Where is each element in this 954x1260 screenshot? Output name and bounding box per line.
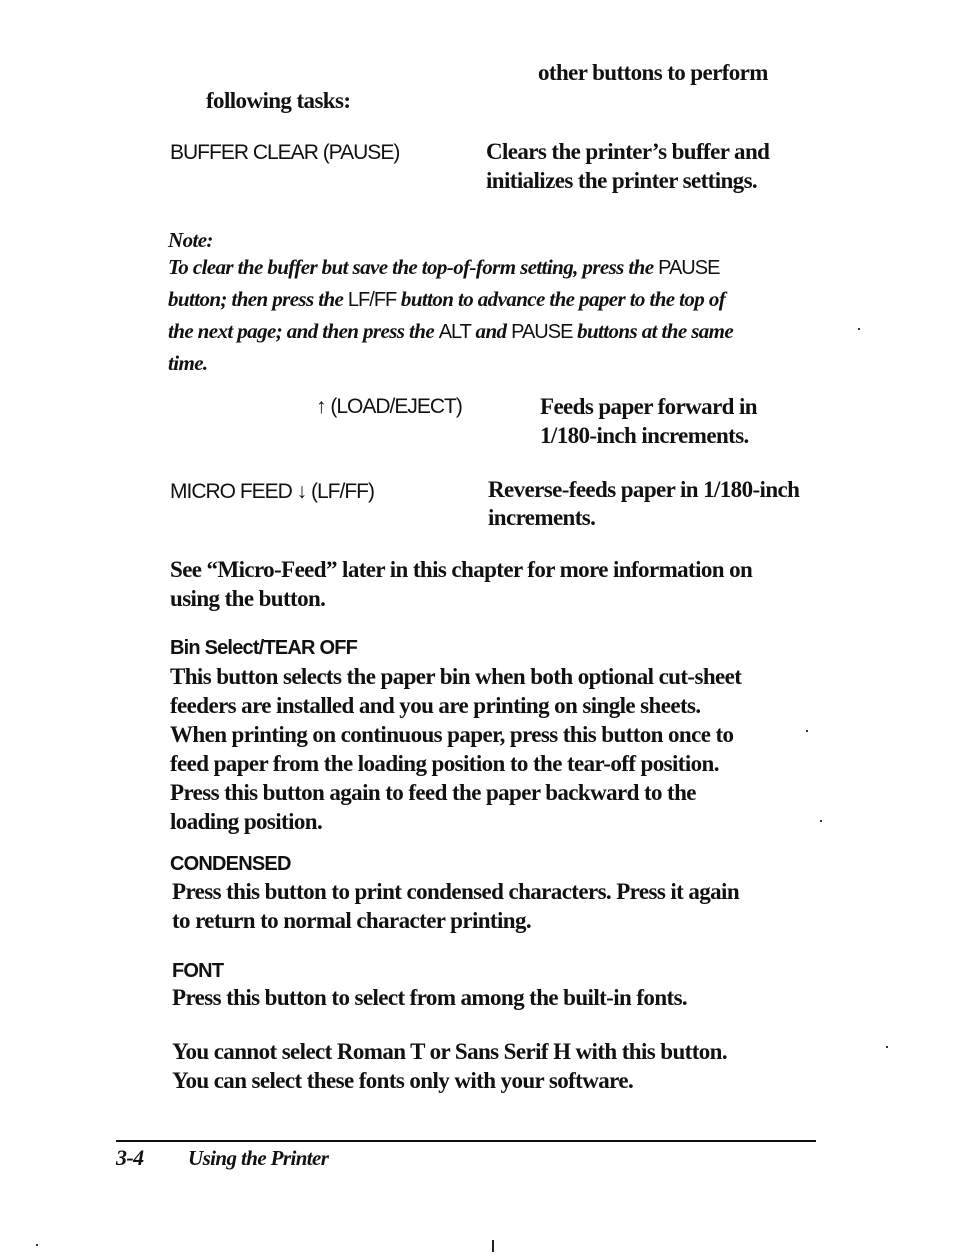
- load-eject-desc-1: Feeds paper forward in: [540, 394, 758, 419]
- scan-speck: [820, 820, 822, 822]
- scan-speck: [886, 1046, 888, 1048]
- condensed-body: Press this button to print condensed characters. Press it again to return to normal character printing.: [172, 879, 740, 933]
- scan-speck: [36, 1244, 38, 1246]
- page-number: 3-4: [116, 1145, 144, 1170]
- note-keyword-pause-2: PAUSE: [511, 321, 573, 343]
- note-keyword-pause: PAUSE: [658, 257, 720, 279]
- micro-feed-desc-2: increments.: [488, 505, 596, 530]
- scan-speck: [858, 328, 860, 330]
- font-line-1: Press this button to select from among the built-in fonts.: [172, 985, 688, 1010]
- intro-line-1: other buttons to perform: [538, 60, 768, 85]
- load-eject-label: ↑ (LOAD/EJECT): [316, 395, 462, 418]
- font-note: You cannot select Roman T or Sans Serif H with this button. You can select these fonts only with your software.: [172, 1039, 728, 1093]
- buffer-clear-desc-1: Clears the printer’s buffer and: [486, 139, 770, 164]
- bin-select-heading: Bin Select/TEAR OFF: [170, 637, 358, 659]
- note-line-4: time.: [168, 351, 208, 375]
- note-line-2: button; then press the LF/FF button to advance the paper to the top of: [168, 287, 726, 311]
- buffer-clear-label: BUFFER CLEAR (PAUSE): [170, 141, 400, 164]
- see-micro-feed: See “Micro-Feed” later in this chapter for more information on using the button.: [170, 557, 753, 611]
- note-body: [168, 252, 828, 379]
- micro-feed-label: MICRO FEED ↓ (LF/FF): [170, 480, 374, 503]
- scan-mark: [492, 1240, 494, 1252]
- buffer-clear-desc-2: initializes the printer settings.: [486, 168, 758, 193]
- scan-speck: [806, 730, 808, 732]
- bin-select-body: This button selects the paper bin when both optional cut-sheet feeders are installed and you are printing on single sheets. When printing on continuous paper, press this button once to feed paper from the loading position to the tear-off position. Press this button again to feed the paper backward to the loading position.: [170, 664, 742, 834]
- condensed-heading: CONDENSED: [170, 853, 291, 875]
- load-eject-desc-2: 1/180-inch increments.: [540, 423, 749, 448]
- font-heading: FONT: [172, 960, 224, 982]
- note-line-1: To clear the buffer but save the top-of-form setting, press the PAUSE: [168, 255, 720, 279]
- footer-rule: [116, 1140, 816, 1142]
- note-line-3: the next page; and then press the ALT and PAUSE buttons at the same: [168, 319, 734, 343]
- section-title: Using the Printer: [188, 1146, 329, 1170]
- note-heading: Note:: [168, 228, 213, 252]
- note-keyword-alt: ALT: [438, 321, 471, 343]
- note-keyword-lf-ff: LF/FF: [347, 289, 397, 311]
- micro-feed-desc-1: Reverse-feeds paper in 1/180-inch: [488, 477, 800, 502]
- intro-line-2: following tasks:: [206, 88, 351, 113]
